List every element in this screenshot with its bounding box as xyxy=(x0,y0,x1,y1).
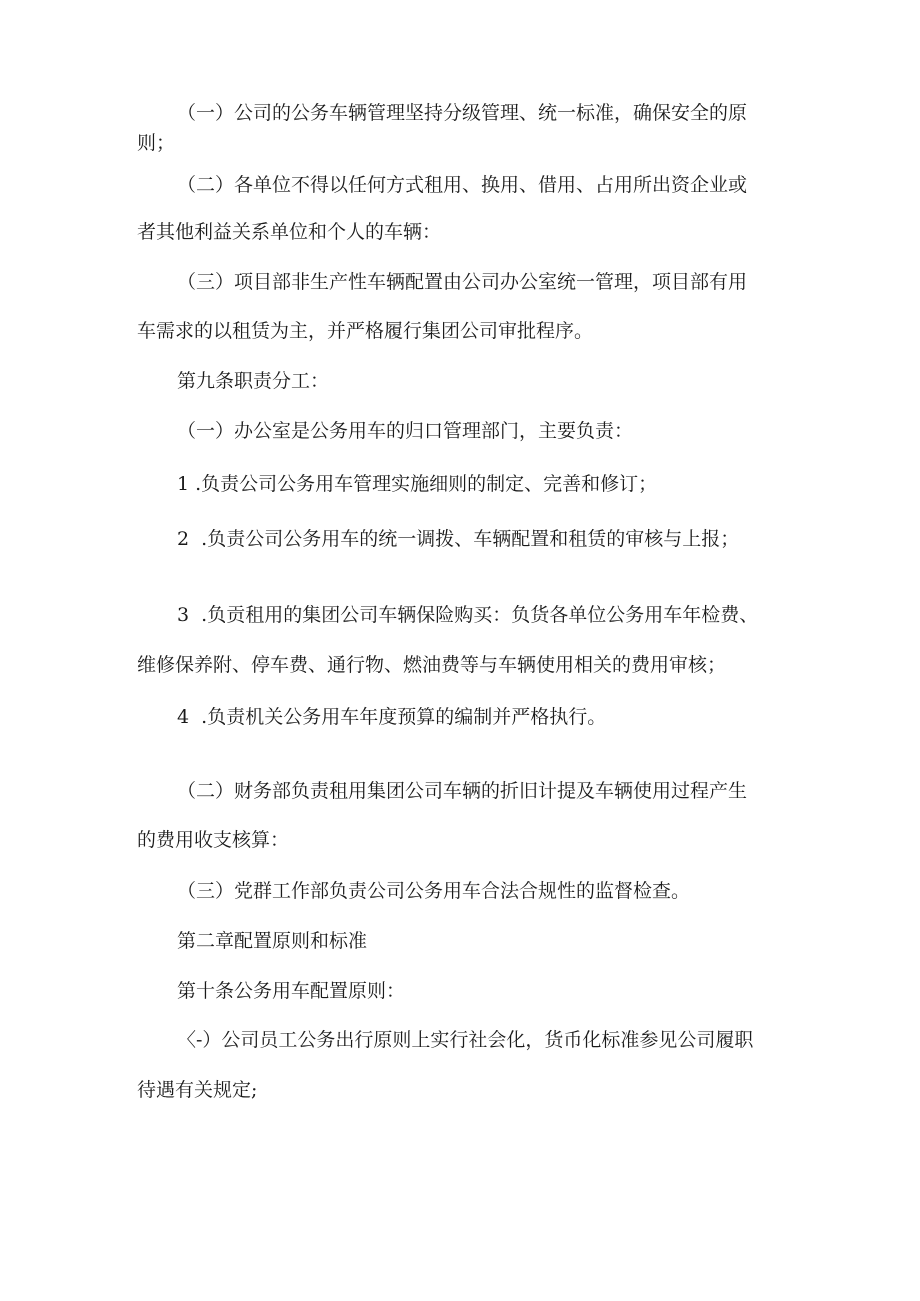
chapter-2-heading: 第二章配置原则和标准 xyxy=(177,930,368,952)
clause-3-line-1: （三）项目部非生产性车辆配置由公司办公室统一管理，项目部有用 xyxy=(177,271,748,293)
clause-3-line-2: 车需求的以租赁为主，并严格履行集团公司审批程序。 xyxy=(137,320,594,342)
duty-2-line-1: （二）财务部负责租用集团公司车辆的折旧计提及车辆使用过程产生 xyxy=(177,780,748,802)
clause-1-line-1: （一）公司的公务车辆管理坚持分级管理、统一标准，确保安全的原 xyxy=(177,102,748,124)
duty-2-line-2: 的费用收支核算： xyxy=(137,829,290,851)
article-9-heading: 第九条职责分工： xyxy=(177,370,330,392)
clause-2-line-2: 者其他利益关系单位和个人的车辆： xyxy=(137,221,442,243)
duty-item-3-line-1: 3 .负贡租用的集团公司车辆保险购买：负货各单位公务用车年检费、 xyxy=(177,604,759,626)
duty-item-2: 2 .负责公司公务用车的统一调拨、车辆配置和租赁的审核与上报； xyxy=(177,528,740,550)
duty-3: （三）党群工作部负责公司公务用车合法合规性的监督检查。 xyxy=(177,880,691,902)
duty-item-1: 1 .负责公司公务用车管理实施细则的制定、完善和修订； xyxy=(177,473,658,495)
clause-1-line-2: 则； xyxy=(137,132,176,154)
article-10-heading: 第十条公务用车配置原则： xyxy=(177,980,406,1002)
duty-item-3-line-2: 维修保养附、停车费、通行物、燃油费等与车辆使用相关的费用审核； xyxy=(137,654,727,676)
principle-1-line-1: 〈-）公司员工公务出行原则上实行社会化，货币化标准参见公司履职 xyxy=(177,1029,754,1051)
duty-item-4: 4 .负责机关公务用车年度预算的编制并严格执行。 xyxy=(177,706,607,728)
clause-2-line-1: （二）各单位不得以任何方式租用、换用、借用、占用所出资企业或 xyxy=(177,174,748,196)
duty-1-intro: （一）办公室是公务用车的归口管理部门，主要负责： xyxy=(177,420,634,442)
principle-1-line-2: 待遇有关规定; xyxy=(137,1079,258,1101)
